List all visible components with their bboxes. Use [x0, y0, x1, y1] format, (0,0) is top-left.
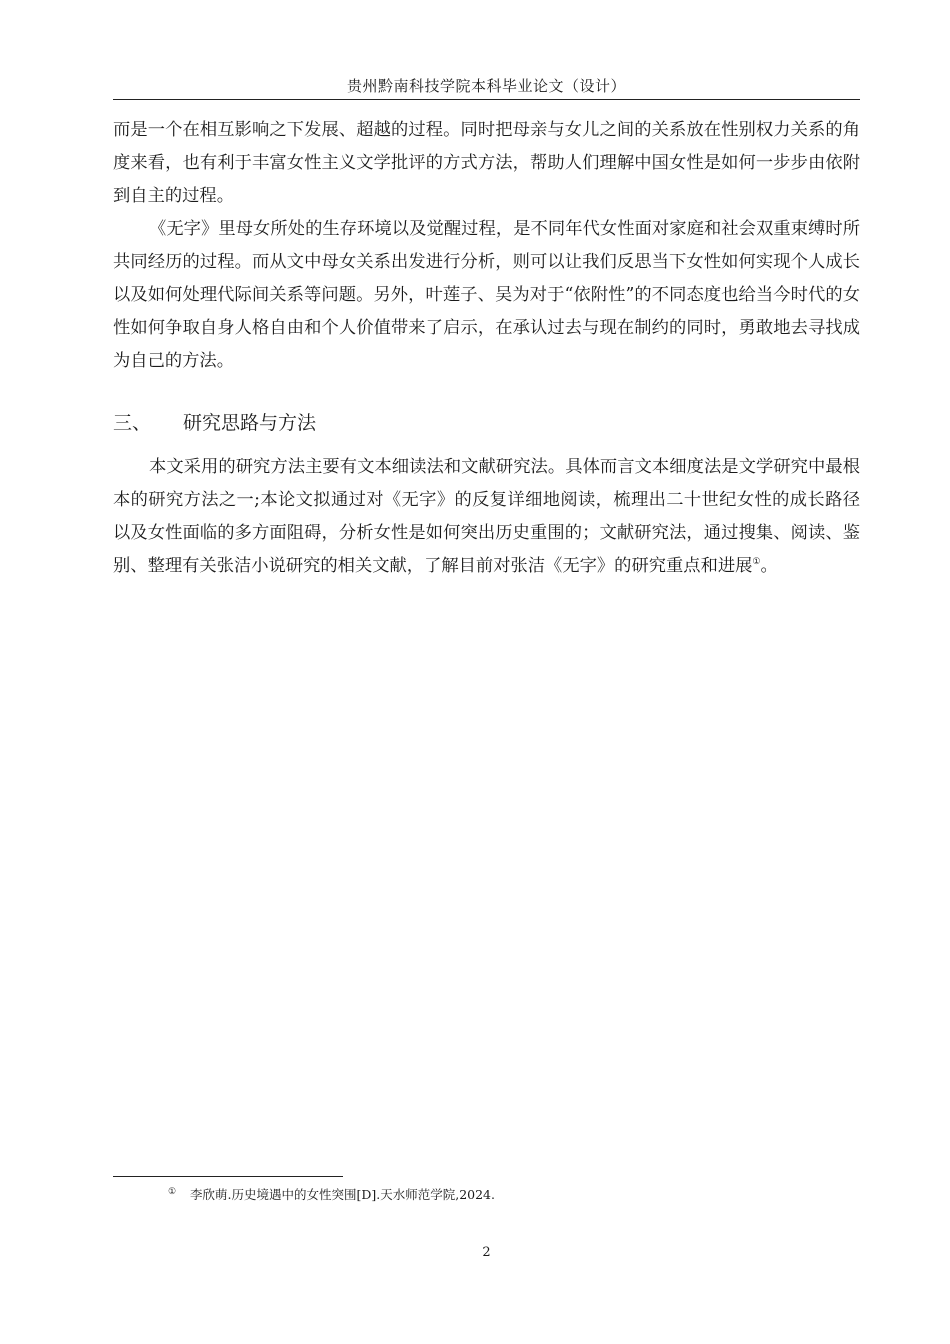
header-rule — [113, 99, 860, 100]
footnote-text: 李欣萌.历史境遇中的女性突围[D].天水师范学院,2024. — [190, 1187, 495, 1202]
running-header: 贵州黔南科技学院本科毕业论文（设计） — [346, 77, 626, 95]
section-heading — [113, 408, 316, 438]
paragraph-2: 《无字》里母女所处的生存环境以及觉醒过程，是不同年代女性面对家庭和社会双重束缚时所共同经历的过程。而从文中母女关系出发进行分析，则可以让我们反思当下女性如何实现个人成长以及如何处理代际间关系等问题。另外，叶莲子、吴为对于“依附性”的不同态度也给当今时代的女性如何争取自身人格自由和个人价值带来了启示，在承认过去与现在制约的同时，勇敢地去寻找成为自己的方法。 — [113, 219, 860, 371]
section-number: 三、 — [113, 412, 152, 434]
footnote — [168, 1186, 495, 1204]
paragraph-3-tail: 。 — [760, 556, 778, 576]
footnote-reference[interactable]: ① — [752, 557, 761, 568]
paragraph-3 — [113, 451, 860, 583]
footnote-marker: ① — [168, 1187, 177, 1197]
paragraph-1: 而是一个在相互影响之下发展、超越的过程。同时把母亲与女儿之间的关系放在性别权力关系的角度来看，也有利于丰富女性主义文学批评的方式方法，帮助人们理解中国女性是如何一步步由依附到自主的过程。 — [113, 120, 860, 206]
page-number: 2 — [482, 1245, 491, 1260]
paragraph-3-text: 本文采用的研究方法主要有文本细读法和文献研究法。具体而言文本细度法是文学研究中最根本的研究方法之一;本论文拟通过对《无字》的反复详细地阅读，梳理出二十世纪女性的成长路径以及女性面临的多方面阻碍，分析女性是如何突出历史重围的；文献研究法，通过搜集、阅读、鉴别、整理有关张洁小说研究的相关文献，了解目前对张洁《无字》的研究重点和进展 — [113, 457, 860, 576]
section-title: 研究思路与方法 — [183, 412, 317, 434]
footnote-rule — [113, 1176, 343, 1177]
